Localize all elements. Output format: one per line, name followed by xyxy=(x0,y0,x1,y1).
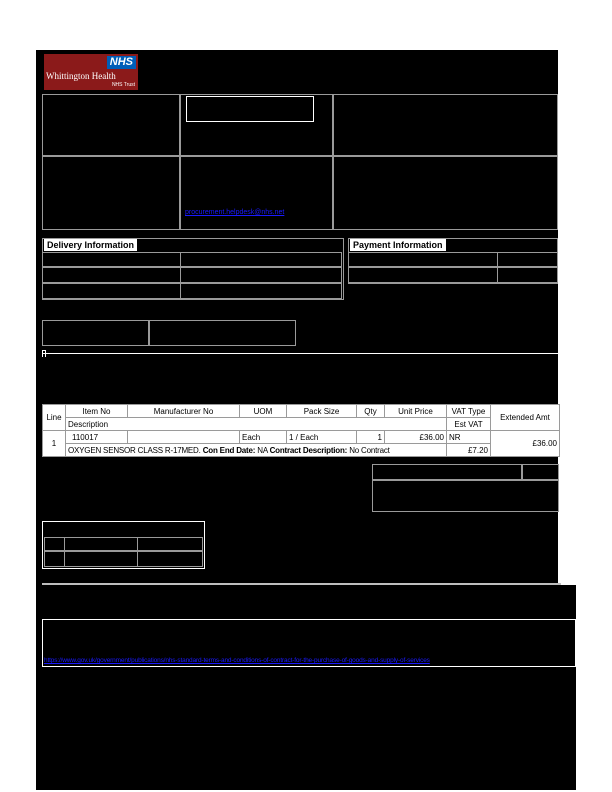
order-ref-box-1 xyxy=(42,320,149,346)
supplier-address-box xyxy=(42,94,180,156)
footer-panel xyxy=(36,585,576,790)
row-unit-price: £36.00 xyxy=(385,431,447,444)
order-ref-box-2 xyxy=(149,320,296,346)
payment-row-1 xyxy=(348,252,558,267)
col-header-line: Line xyxy=(43,405,66,431)
row-extended-amt: £36.00 xyxy=(491,431,560,457)
order-date-box xyxy=(333,94,558,156)
row-contract-desc-value: No Contract xyxy=(349,445,390,455)
delivery-info-title: Delivery Information xyxy=(44,239,137,251)
row-description-cell xyxy=(66,444,447,457)
delivery-row-3 xyxy=(42,283,342,299)
row-qty: 1 xyxy=(357,431,385,444)
col-header-uom: UOM xyxy=(240,405,287,418)
nhs-badge: NHS xyxy=(107,56,136,69)
row-pack-size: 1 / Each xyxy=(287,431,357,444)
delivery-col-divider xyxy=(180,252,181,299)
delivery-row-1 xyxy=(42,252,342,267)
row-contract-desc-label: Contract Description: xyxy=(269,445,348,455)
col-header-est-vat: Est VAT xyxy=(447,418,491,431)
row-con-end-label: Con End Date: xyxy=(202,445,256,455)
approval-row-2 xyxy=(44,551,203,567)
approval-col-2 xyxy=(137,537,138,567)
col-header-manufacturer-no: Manufacturer No xyxy=(128,405,240,418)
nhs-logo xyxy=(44,54,138,90)
invoice-address-box xyxy=(42,156,180,230)
line-items-table xyxy=(42,404,560,457)
row-item-no: 110017 xyxy=(66,431,128,444)
totals-summary-box xyxy=(372,480,559,512)
payment-col-divider xyxy=(497,252,498,283)
totals-value-box xyxy=(522,464,559,480)
col-header-unit-price: Unit Price xyxy=(385,405,447,418)
row-manufacturer-no xyxy=(128,431,240,444)
col-header-qty: Qty xyxy=(357,405,385,418)
terms-link[interactable]: https://www.gov.uk/government/publications/nhs-standard-terms-and-conditions-of-contract-for-the-purchase-of-goods-and-supply-of-services xyxy=(44,657,430,664)
table-row xyxy=(43,431,560,444)
organisation-name: Whittington Health xyxy=(46,71,116,81)
col-header-item-no: Item No xyxy=(66,405,128,418)
row-con-end-value: NA xyxy=(257,445,268,455)
row-uom: Each xyxy=(240,431,287,444)
supplier-contact-box xyxy=(333,156,558,230)
row-line-number: 1 xyxy=(43,431,66,457)
row-description: OXYGEN SENSOR CLASS R-17MED. xyxy=(68,445,201,455)
table-row-description xyxy=(43,444,560,457)
payment-row-2 xyxy=(348,267,558,283)
row-est-vat: £7.20 xyxy=(447,444,491,457)
col-header-pack-size: Pack Size xyxy=(287,405,357,418)
panel-bottom-rule xyxy=(42,353,558,354)
contact-box xyxy=(180,156,333,230)
delivery-row-2 xyxy=(42,267,342,283)
contact-email-link[interactable]: procurement.helpdesk@nhs.net xyxy=(185,209,285,216)
organisation-sub: NHS Trust xyxy=(111,82,135,88)
approval-row-1 xyxy=(44,537,203,551)
col-header-extended-amt: Extended Amt xyxy=(491,405,560,431)
payment-info-title: Payment Information xyxy=(350,239,446,251)
row-vat-type: NR xyxy=(447,431,491,444)
col-header-description: Description xyxy=(66,418,447,431)
order-number-highlight xyxy=(186,96,314,122)
approval-col-1 xyxy=(64,537,65,567)
totals-label-box xyxy=(372,464,522,480)
col-header-vat-type: VAT Type xyxy=(447,405,491,418)
